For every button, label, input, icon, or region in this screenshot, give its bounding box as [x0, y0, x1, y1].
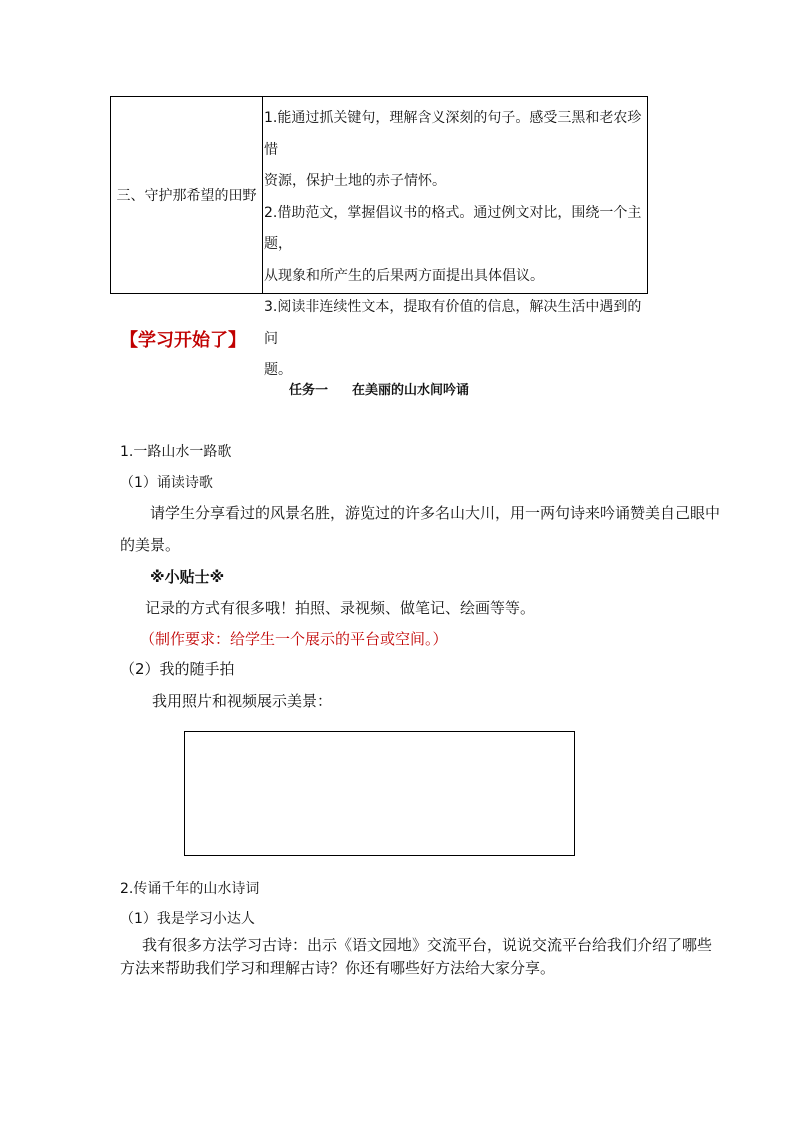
part1-heading: 1.一路山水一路歌 — [120, 444, 232, 460]
goal-line: 从现象和所产生的后果两方面提出具体倡议。 — [264, 267, 544, 284]
part1-sub1: （1）诵读诗歌 — [120, 475, 213, 491]
part2-heading: 2.传诵千年的山水诗词 — [120, 881, 260, 897]
task-title — [289, 379, 469, 398]
production-note: （制作要求：给学生一个展示的平台或空间。） — [140, 630, 448, 648]
goal-line: 1.能通过抓关键句，理解含义深刻的句子。感受三黑和老农珍惜 — [264, 110, 642, 158]
section-header: 【学习开始了】 — [120, 330, 246, 351]
part1-sub2: （2）我的随手拍 — [120, 660, 235, 678]
goals-cell — [264, 103, 648, 387]
part1-para-line1: 请学生分享看过的风景名胜，游览过的许多名山大川，用一两句诗来吟诵赞美自己眼中 — [150, 504, 721, 522]
tip-title: ※小贴士※ — [150, 568, 225, 586]
goal-line: 2.借助范文，掌握倡议书的格式。通过例文对比，围绕一个主题， — [264, 204, 642, 252]
unit-cell: 三、守护那希望的田野 — [111, 97, 263, 293]
photo-display-box — [184, 731, 575, 856]
goal-line: 3.阅读非连续性文本，提取有价值的信息，解决生活中遇到的问 — [264, 299, 642, 347]
task-name: 在美丽的山水间吟诵 — [352, 383, 470, 398]
part2-para-line2: 方法来帮助我们学习和理解古诗？你还有哪些好方法给大家分享。 — [120, 959, 556, 977]
goal-line: 题。 — [264, 362, 292, 378]
part2-sub1: （1）我是学习小达人 — [120, 911, 255, 927]
part2-para-line1: 我有很多方法学习古诗：出示《语文园地》交流平台，说说交流平台给我们介绍了哪些 — [142, 936, 713, 954]
part1-para-line2: 的美景。 — [120, 536, 181, 554]
task-label: 任务一 — [289, 383, 329, 398]
tip-text: 记录的方式有很多哦！拍照、录视频、做笔记、绘画等等。 — [145, 599, 536, 617]
part1-sub2-text: 我用照片和视频展示美景： — [152, 692, 333, 710]
goal-line: 资源，保护土地的赤子情怀。 — [264, 173, 446, 189]
